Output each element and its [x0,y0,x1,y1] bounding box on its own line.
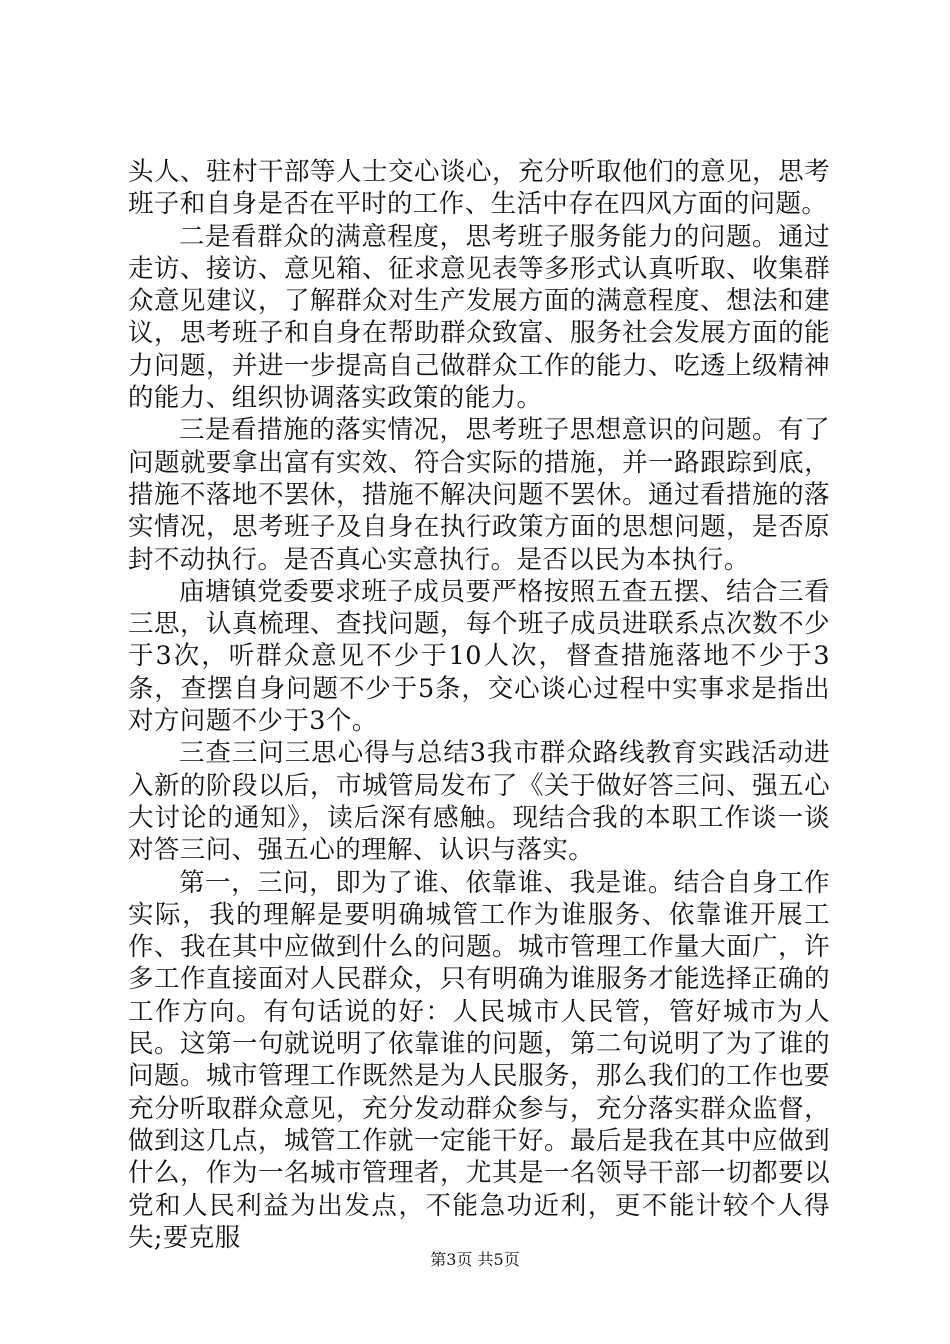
paragraph: 三查三问三思心得与总结3我市群众路线教育实践活动进入新的阶段以后，市城管局发布了《关于做好答三问、强五心大讨论的通知》，读后深有感触。现结合我的本职工作谈一谈对答三问、强五心的理解、认识与落实。 [128,738,830,866]
paragraph: 庙塘镇党委要求班子成员要严格按照五查五摆、结合三看三思，认真梳理、查找问题，每个班子成员进联系点次数不少于3次，听群众意见不少于10人次，督查措施落地不少于3条，查摆自身问题不少于5条，交心谈心过程中实事求是指出对方问题不少于3个。 [128,576,830,737]
document-body [128,156,830,1254]
paragraph: 二是看群众的满意程度，思考班子服务能力的问题。通过走访、接访、意见箱、征求意见表等多形式认真听取、收集群众意见建议，了解群众对生产发展方面的满意程度、想法和建议，思考班子和自身在帮助群众致富、服务社会发展方面的能力问题，并进一步提高自己做群众工作的能力、吃透上级精神的能力、组织协调落实政策的能力。 [128,221,830,414]
page-number-footer: 第3页 共5页 [430,1250,520,1269]
paragraph: 三是看措施的落实情况，思考班子思想意识的问题。有了问题就要拿出富有实效、符合实际的措施，并一路跟踪到底，措施不落地不罢休，措施不解决问题不罢休。通过看措施的落实情况，思考班子及自身在执行政策方面的思想问题，是否原封不动执行。是否真心实意执行。是否以民为本执行。 [128,415,830,575]
paragraph: 头人、驻村干部等人士交心谈心，充分听取他们的意见，思考班子和自身是否在平时的工作、生活中存在四风方面的问题。 [128,157,830,220]
paragraph: 第一，三问，即为了谁、依靠谁、我是谁。结合自身工作实际，我的理解是要明确城管工作为谁服务、依靠谁开展工作、我在其中应做到什么的问题。城市管理工作量大面广，许多工作直接面对人民群众，只有明确为谁服务才能选择正确的工作方向。有句话说的好：人民城市人民管，管好城市为人民。这第一句就说明了依靠谁的问题，第二句说明了为了谁的问题。城市管理工作既然是为人民服务，那么我们的工作也要充分听取群众意见，充分发动群众参与，充分落实群众监督，做到这几点，城管工作就一定能干好。最后是我在其中应做到什么，作为一名城市管理者，尤其是一名领导干部一切都要以党和人民利益为出发点，不能急功近利，更不能计较个人得失;要克服 [128,867,830,1253]
